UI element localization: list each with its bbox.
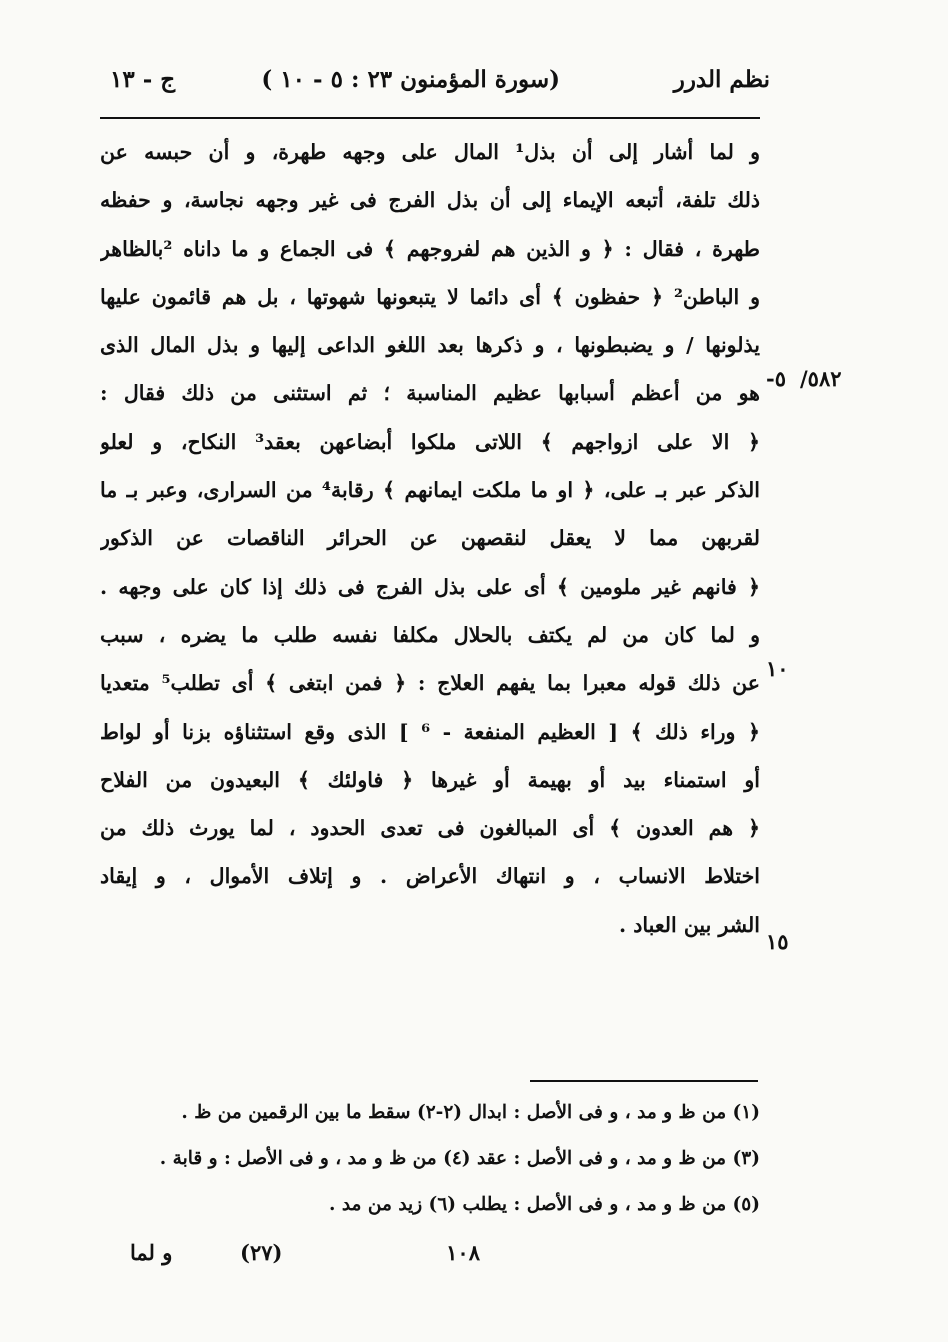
text-line: و الباطن² ﴿ حفظون ﴾ أى دائما لا يتبعونها شهوتها ، بل هم قائمون عليها xyxy=(100,284,760,309)
text-line: اختلاط الانساب ، و انتهاك الأعراض . و إتلاف الأموال ، و إيقاد xyxy=(100,864,760,889)
text-line: الشر بين العباد . xyxy=(619,912,760,937)
footnote: (٣) من ظ و مد ، و فى الأصل : عقد (٤) من ظ و مد ، و فى الأصل : و قابة . xyxy=(159,1148,760,1169)
text-line: أو استمناء بيد أو بهيمة أو غيرها ﴿ فاولئك ﴾ البعيدون من الفلاح xyxy=(100,767,760,792)
text-line: هو من أعظم أسبابها عظيم المناسبة ؛ ثم استثنى من ذلك فقال : xyxy=(100,381,760,406)
text-line: الذكر عبر بـ على، ﴿ او ما ملكت ايمانهم ﴾ رقابة⁴ من السرارى، وعبر بـ ما xyxy=(100,478,760,503)
text-line: ﴿ هم العدون ﴾ أى المبالغون فى تعدى الحدود ، لما يورث ذلك من xyxy=(100,816,760,841)
text-line: ﴿ الا على ازواجهم ﴾ اللاتى ملكوا أبضاعهن بعقد³ النكاح، و لعلو xyxy=(100,429,760,454)
footnotes xyxy=(100,1090,760,1228)
book-title: نظم الدرر xyxy=(673,66,770,93)
text-line: يذلونها / و يضبطونها ، و ذكرها بعد اللغو الداعى إليها و بذل المال الذى xyxy=(100,333,760,358)
text-line: ﴿ وراء ذلك ﴾ [ العظيم المنفعة - ⁶ ] الذى وقع استثناؤه بزنا أو لواط xyxy=(100,719,760,744)
header-rule xyxy=(100,117,760,119)
footnote: (٥) من ظ و مد ، و فى الأصل : يطلب (٦) زيد من مد . xyxy=(328,1194,760,1215)
main-text xyxy=(100,128,760,949)
text-line: ذلك تلفة، أتبعه الإيماء إلى أن بذل الفرج فى غير وجهه نجاسة، و حفظه xyxy=(100,188,760,213)
text-line: عن ذلك قوله معبرا بما يفهم العلاج : ﴿ فمن ابتغى ﴾ أى تطلب⁵ متعديا xyxy=(100,671,760,696)
page-footer xyxy=(100,1236,760,1276)
margin-folio: ٥٨٢/ xyxy=(800,366,842,391)
margin-line-10: ١٠ xyxy=(766,656,789,681)
text-line: لقربهن مما لا يعقل لنقصهن عن الحرائر الناقصات عن الذكور xyxy=(100,526,760,551)
volume-number: ج - ١٣ xyxy=(110,66,176,93)
catchword: و لما xyxy=(130,1240,173,1265)
footnote: (١) من ظ و مد ، و فى الأصل : ابدال (٢-٢) سقط ما بين الرقمين من ظ . xyxy=(181,1102,760,1123)
margin-line-15: ١٥ xyxy=(766,929,789,954)
running-header xyxy=(100,58,770,102)
text-line: طهرة ، فقال : ﴿ و الذين هم لفروجهم ﴾ فى الجماع و ما داناه ²بالظاهر xyxy=(100,236,760,261)
page-number: ١٠٨ xyxy=(446,1240,480,1265)
footnote-rule xyxy=(530,1080,758,1082)
text-line: و لما كان من لم يكتف بالحلال مكلفا نفسه طلب ما يضره ، سبب xyxy=(100,622,760,647)
text-line: و لما أشار إلى أن بذل¹ المال على وجهه طهرة، و أن حبسه عن xyxy=(100,140,760,164)
surah-reference: (سورة المؤمنون ٢٣ : ٥ - ١٠ ) xyxy=(261,66,560,93)
text-line: ﴿ فانهم غير ملومين ﴾ أى على بذل الفرج فى ذلك إذا كان على وجهه . xyxy=(100,574,760,599)
signature-mark: (٢٧) xyxy=(240,1240,283,1265)
margin-line-5: ٥- xyxy=(766,366,786,391)
